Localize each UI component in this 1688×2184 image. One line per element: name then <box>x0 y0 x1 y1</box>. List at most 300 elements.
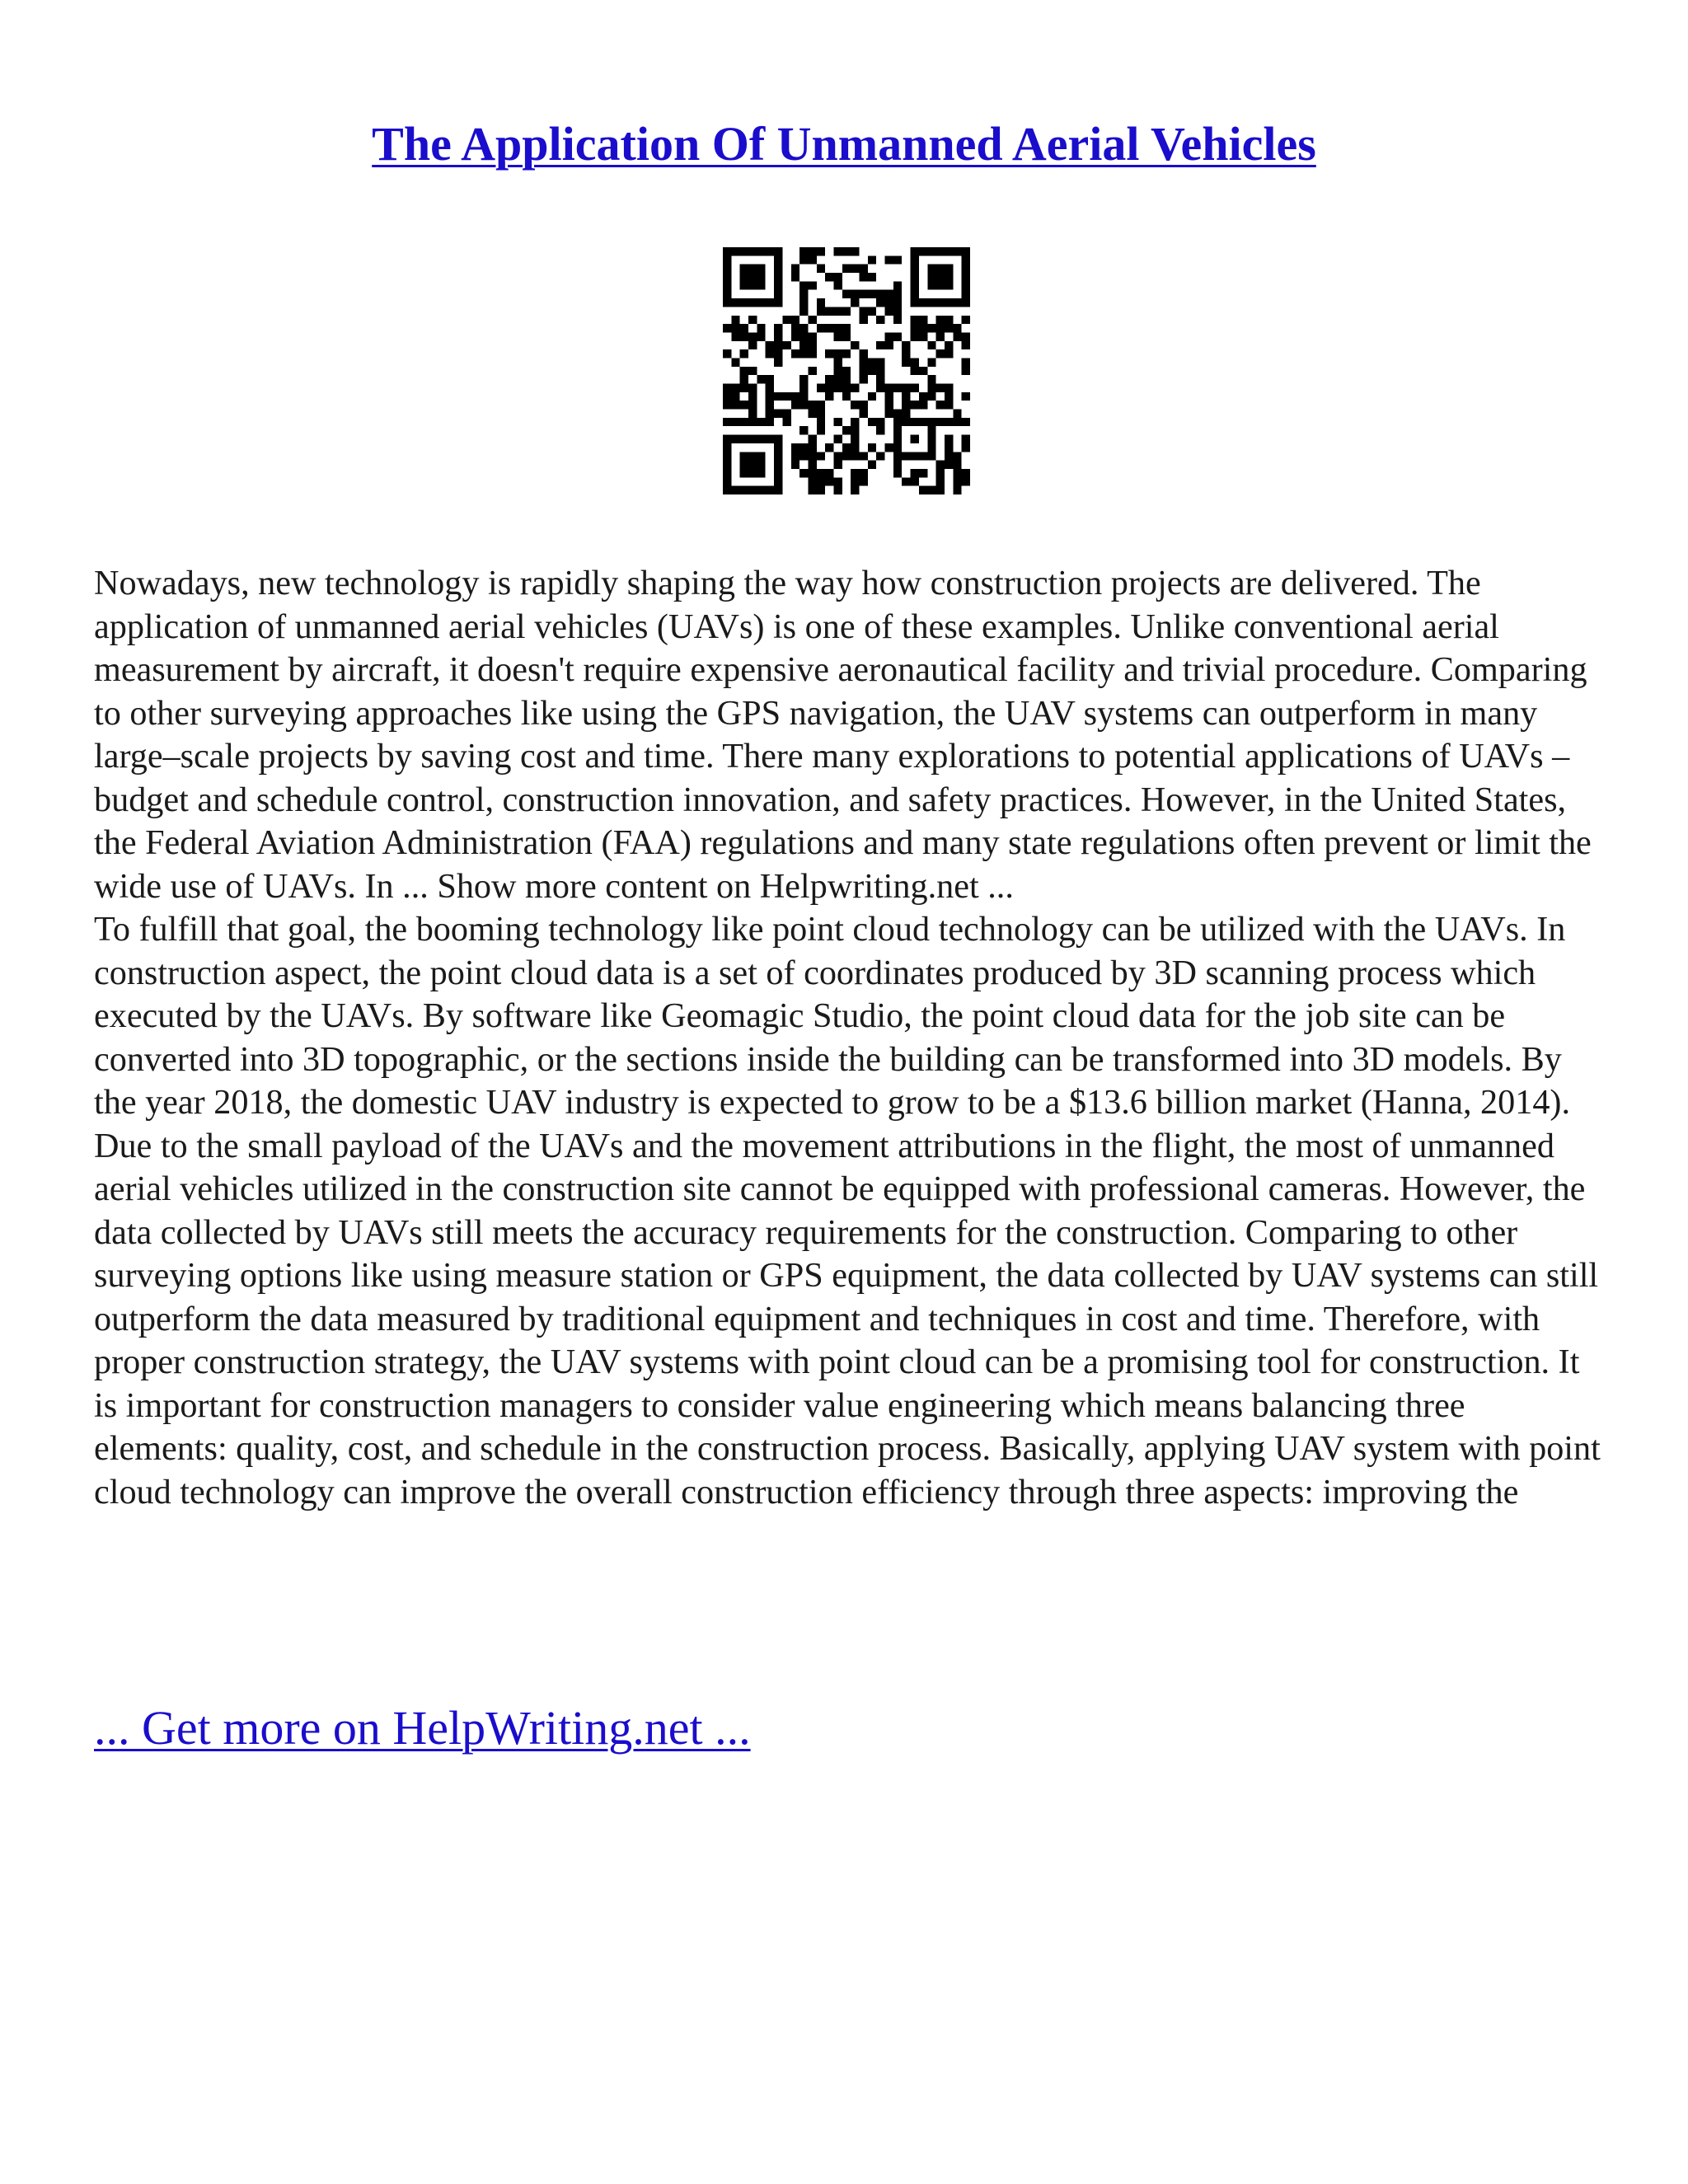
qr-module <box>833 273 842 281</box>
get-more-link-container <box>94 1699 751 1757</box>
qr-module <box>808 255 816 264</box>
qr-module <box>927 418 935 426</box>
qr-module <box>945 324 953 332</box>
qr-module <box>723 384 731 392</box>
qr-module <box>748 332 757 340</box>
qr-module <box>851 469 859 477</box>
qr-module <box>731 332 739 340</box>
qr-module <box>860 358 868 366</box>
qr-module <box>723 324 731 332</box>
qr-module <box>799 341 808 349</box>
qr-module <box>953 486 961 494</box>
qr-module <box>902 418 910 426</box>
qr-module <box>825 307 833 315</box>
qr-module <box>911 435 919 443</box>
qr-module <box>799 375 808 383</box>
qr-module <box>766 384 774 392</box>
qr-module <box>893 461 902 469</box>
qr-module <box>868 443 876 452</box>
qr-module <box>817 426 825 434</box>
qr-module <box>945 401 953 409</box>
qr-module <box>893 307 902 315</box>
qr-module <box>945 247 953 255</box>
qr-module <box>936 486 945 494</box>
qr-module <box>791 401 799 409</box>
qr-module <box>723 443 731 452</box>
qr-module <box>893 290 902 298</box>
qr-module <box>953 461 961 469</box>
qr-module <box>833 477 842 485</box>
qr-module <box>833 461 842 469</box>
qr-module <box>927 358 935 366</box>
qr-module <box>774 349 782 358</box>
qr-module <box>842 307 851 315</box>
qr-module <box>945 452 953 460</box>
qr-module <box>936 316 945 324</box>
qr-module <box>919 418 927 426</box>
qr-module <box>817 265 825 273</box>
qr-module <box>885 332 893 340</box>
qr-module <box>860 477 868 485</box>
qr-module <box>791 461 799 469</box>
qr-module <box>740 452 748 460</box>
qr-module <box>936 265 945 273</box>
qr-module <box>953 410 961 418</box>
qr-module <box>851 443 859 452</box>
qr-module <box>799 247 808 255</box>
qr-module <box>757 332 765 340</box>
qr-module <box>842 452 851 460</box>
qr-module <box>748 367 757 375</box>
qr-module <box>799 255 808 264</box>
qr-module <box>962 443 970 452</box>
qr-module <box>893 316 902 324</box>
qr-module <box>902 358 910 366</box>
qr-module <box>740 384 748 392</box>
qr-module <box>723 298 731 307</box>
qr-module <box>757 298 765 307</box>
qr-module <box>748 273 757 281</box>
qr-module <box>808 367 816 375</box>
qr-module <box>860 367 868 375</box>
qr-module <box>919 401 927 409</box>
qr-module <box>953 469 961 477</box>
qr-module <box>911 384 919 392</box>
qr-module <box>868 418 876 426</box>
qr-module <box>723 461 731 469</box>
qr-module <box>893 298 902 307</box>
qr-module <box>962 273 970 281</box>
qr-module <box>825 469 833 477</box>
qr-module <box>885 401 893 409</box>
qr-module <box>774 290 782 298</box>
qr-module <box>902 349 910 358</box>
qr-module <box>757 452 765 460</box>
qr-module <box>723 486 731 494</box>
qr-module <box>774 461 782 469</box>
qr-module <box>833 384 842 392</box>
qr-module <box>817 324 825 332</box>
qr-module <box>945 418 953 426</box>
qr-module <box>893 332 902 340</box>
qr-module <box>833 332 842 340</box>
qr-module <box>748 298 757 307</box>
qr-module <box>723 452 731 460</box>
qr-module <box>885 255 893 264</box>
qr-module <box>766 375 774 383</box>
qr-module <box>723 273 731 281</box>
qr-module <box>893 418 902 426</box>
qr-module <box>962 435 970 443</box>
qr-module <box>945 384 953 392</box>
qr-module <box>817 418 825 426</box>
qr-module <box>927 324 935 332</box>
qr-module <box>791 273 799 281</box>
qr-module <box>860 401 868 409</box>
qr-module <box>868 367 876 375</box>
qr-module <box>927 375 935 383</box>
qr-module <box>962 358 970 366</box>
qr-module <box>748 341 757 349</box>
qr-module <box>851 265 859 273</box>
qr-module <box>833 418 842 426</box>
qr-module <box>936 247 945 255</box>
qr-module <box>953 247 961 255</box>
qr-module <box>927 426 935 434</box>
qr-module <box>799 401 808 409</box>
qr-module <box>911 281 919 289</box>
qr-module <box>945 273 953 281</box>
qr-module <box>860 349 868 358</box>
qr-module <box>927 392 935 401</box>
qr-module <box>757 486 765 494</box>
qr-module <box>911 290 919 298</box>
qr-module <box>962 316 970 324</box>
qr-module <box>791 332 799 340</box>
qr-module <box>851 384 859 392</box>
qr-module <box>731 358 739 366</box>
qr-module <box>740 375 748 383</box>
qr-module <box>774 410 782 418</box>
qr-module <box>927 443 935 452</box>
title-link[interactable]: The Application Of Unmanned Aerial Vehicles <box>372 117 1316 171</box>
qr-module <box>825 324 833 332</box>
qr-module <box>885 341 893 349</box>
qr-module <box>723 469 731 477</box>
qr-module <box>748 247 757 255</box>
qr-module <box>927 452 935 460</box>
qr-module <box>799 469 808 477</box>
qr-module <box>893 410 902 418</box>
qr-module <box>876 384 884 392</box>
qr-module <box>817 469 825 477</box>
qr-module <box>774 281 782 289</box>
qr-module <box>766 401 774 409</box>
qr-module <box>799 281 808 289</box>
qr-module <box>936 469 945 477</box>
qr-module <box>799 392 808 401</box>
qr-module <box>808 247 816 255</box>
qr-module <box>723 392 731 401</box>
qr-module <box>817 410 825 418</box>
qr-module <box>885 298 893 307</box>
qr-module <box>953 477 961 485</box>
qr-module <box>766 349 774 358</box>
qr-module <box>927 273 935 281</box>
qr-module <box>757 273 765 281</box>
qr-module <box>911 469 919 477</box>
qr-module <box>945 265 953 273</box>
qr-module <box>911 316 919 324</box>
qr-module <box>919 316 927 324</box>
qr-module <box>842 265 851 273</box>
qr-module <box>876 316 884 324</box>
qr-module <box>723 477 731 485</box>
qr-module <box>919 332 927 340</box>
qr-module <box>876 418 884 426</box>
qr-module <box>868 273 876 281</box>
qr-module <box>808 477 816 485</box>
qr-module <box>799 298 808 307</box>
qr-module <box>842 367 851 375</box>
qr-module <box>868 461 876 469</box>
qr-module <box>902 401 910 409</box>
qr-module <box>748 461 757 469</box>
qr-module <box>945 281 953 289</box>
qr-module <box>902 477 910 485</box>
paragraph-main: To fulfill that goal, the booming technology like point cloud technology can be utilized with the UAVs. In construction aspect, the point cloud data is a set of coordinates produced by 3D scanning process which executed by the UAVs. By software like Geomagic Studio, the point cloud data for the job site can be converted into 3D topographic, or the sections inside the building can be transformed into 3D models. By the year 2018, the domestic UAV industry is expected to grow to be a $13.6 billion market (Hanna, 2014). Due to the small payload of the UAVs and the movement attributions in the flight, the most of unmanned aerial vehicles utilized in the construction site cannot be equipped with professional cameras. However, the data collected by UAVs still meets the accuracy requirements for the construction. Comparing to other surveying options like using measure station or GPS equipment, the data collected by UAV systems can still outperform the data measured by traditional equipment and techniques in cost and time. Therefore, with proper construction strategy, the UAV systems with point cloud can be a promising tool for construction. It is important for construction managers to consider value engineering which means balancing three elements: quality, cost, and schedule in the construction process. Basically, applying UAV system with point cloud technology can improve the overall construction efficiency through three aspects: improving the <box>94 910 1601 1511</box>
qr-module <box>911 324 919 332</box>
qr-module <box>774 247 782 255</box>
qr-module <box>927 281 935 289</box>
qr-module <box>757 324 765 332</box>
qr-module <box>860 410 868 418</box>
qr-module <box>723 290 731 298</box>
qr-module <box>766 418 774 426</box>
qr-module <box>774 477 782 485</box>
qr-module <box>740 273 748 281</box>
qr-module <box>774 341 782 349</box>
qr-module <box>748 435 757 443</box>
qr-module <box>757 247 765 255</box>
qr-module <box>842 443 851 452</box>
qr-module <box>774 332 782 340</box>
qr-module <box>860 375 868 383</box>
qr-module <box>748 452 757 460</box>
qr-module <box>774 452 782 460</box>
qr-module <box>962 332 970 340</box>
qr-module <box>757 265 765 273</box>
qr-module <box>757 469 765 477</box>
qr-module <box>902 341 910 349</box>
qr-module <box>842 332 851 340</box>
qr-module <box>833 324 842 332</box>
qr-module <box>885 290 893 298</box>
qr-module <box>919 452 927 460</box>
qr-module <box>911 358 919 366</box>
qr-module <box>766 247 774 255</box>
qr-module <box>911 247 919 255</box>
qr-module <box>757 461 765 469</box>
qr-module <box>927 247 935 255</box>
qr-module <box>876 452 884 460</box>
qr-module <box>817 247 825 255</box>
qr-module <box>945 435 953 443</box>
qr-module <box>893 443 902 452</box>
qr-module <box>774 265 782 273</box>
qr-module <box>817 298 825 307</box>
qr-module <box>893 426 902 434</box>
qr-module <box>740 324 748 332</box>
qr-module <box>876 426 884 434</box>
qr-module <box>851 418 859 426</box>
qr-module <box>791 324 799 332</box>
qr-module <box>748 281 757 289</box>
qr-module <box>833 367 842 375</box>
qr-module <box>919 469 927 477</box>
qr-module <box>885 384 893 392</box>
qr-module <box>868 255 876 264</box>
qr-module <box>911 401 919 409</box>
qr-module <box>936 401 945 409</box>
qr-module <box>748 316 757 324</box>
qr-module <box>842 324 851 332</box>
qr-module <box>748 418 757 426</box>
qr-module <box>723 255 731 264</box>
qr-module <box>799 290 808 298</box>
qr-module <box>808 410 816 418</box>
qr-module <box>902 392 910 401</box>
qr-module <box>842 375 851 383</box>
qr-module <box>868 358 876 366</box>
qr-module <box>782 418 790 426</box>
qr-module <box>927 384 935 392</box>
qr-module <box>748 486 757 494</box>
qr-module <box>962 290 970 298</box>
qr-module <box>962 341 970 349</box>
qr-module <box>962 477 970 485</box>
qr-module <box>876 375 884 383</box>
qr-module <box>833 307 842 315</box>
qr-module <box>774 486 782 494</box>
qr-module <box>936 273 945 281</box>
qr-module <box>799 307 808 315</box>
qr-module <box>825 349 833 358</box>
qr-module <box>953 332 961 340</box>
qr-module <box>740 298 748 307</box>
qr-module <box>842 392 851 401</box>
qr-module <box>774 392 782 401</box>
qr-module <box>757 281 765 289</box>
qr-module <box>731 392 739 401</box>
qr-module <box>868 290 876 298</box>
qr-module <box>860 290 868 298</box>
qr-module <box>860 452 868 460</box>
qr-module <box>911 255 919 264</box>
qr-module <box>757 375 765 383</box>
qr-module <box>911 332 919 340</box>
qr-module <box>962 247 970 255</box>
qr-module <box>962 418 970 426</box>
qr-module <box>766 392 774 401</box>
qr-module <box>842 349 851 358</box>
qr-module <box>962 265 970 273</box>
qr-module <box>936 324 945 332</box>
qr-module <box>876 367 884 375</box>
qr-module <box>791 392 799 401</box>
qr-module <box>936 418 945 426</box>
qr-module <box>723 281 731 289</box>
qr-module <box>808 452 816 460</box>
qr-module <box>791 443 799 452</box>
qr-module <box>774 298 782 307</box>
qr-module <box>842 384 851 392</box>
qr-module <box>868 392 876 401</box>
qr-module <box>953 452 961 460</box>
qr-module <box>791 316 799 324</box>
qr-module <box>731 401 739 409</box>
qr-module <box>833 435 842 443</box>
qr-module <box>817 307 825 315</box>
qr-module <box>731 418 739 426</box>
qr-module <box>791 265 799 273</box>
qr-module <box>766 410 774 418</box>
qr-module <box>748 265 757 273</box>
qr-module <box>962 392 970 401</box>
qr-module <box>748 392 757 401</box>
qr-module <box>740 247 748 255</box>
qr-module <box>740 332 748 340</box>
qr-module <box>731 247 739 255</box>
qr-module <box>893 255 902 264</box>
qr-module <box>945 349 953 358</box>
qr-module <box>740 469 748 477</box>
qr-module <box>936 384 945 392</box>
qr-module <box>825 273 833 281</box>
qr-module <box>936 281 945 289</box>
qr-module <box>893 435 902 443</box>
qr-module <box>876 358 884 366</box>
qr-module <box>945 392 953 401</box>
qr-module <box>936 349 945 358</box>
qr-module <box>766 341 774 349</box>
qr-module <box>817 486 825 494</box>
qr-module <box>766 298 774 307</box>
qr-module <box>774 435 782 443</box>
qr-module <box>808 281 816 289</box>
qr-module <box>723 418 731 426</box>
qr-module <box>740 486 748 494</box>
qr-module <box>799 384 808 392</box>
qr-module <box>723 435 731 443</box>
qr-module <box>731 435 739 443</box>
qr-module <box>851 486 859 494</box>
qr-module <box>851 435 859 443</box>
qr-module <box>774 324 782 332</box>
qr-module <box>740 349 748 358</box>
qr-module <box>740 401 748 409</box>
qr-module <box>825 477 833 485</box>
qr-module <box>860 307 868 315</box>
qr-module <box>860 469 868 477</box>
qr-module <box>731 298 739 307</box>
qr-module <box>817 401 825 409</box>
qr-module <box>962 469 970 477</box>
qr-module <box>885 307 893 315</box>
get-more-link[interactable]: ... Get more on HelpWriting.net ... <box>94 1701 751 1755</box>
qr-module <box>731 384 739 392</box>
qr-module <box>936 477 945 485</box>
